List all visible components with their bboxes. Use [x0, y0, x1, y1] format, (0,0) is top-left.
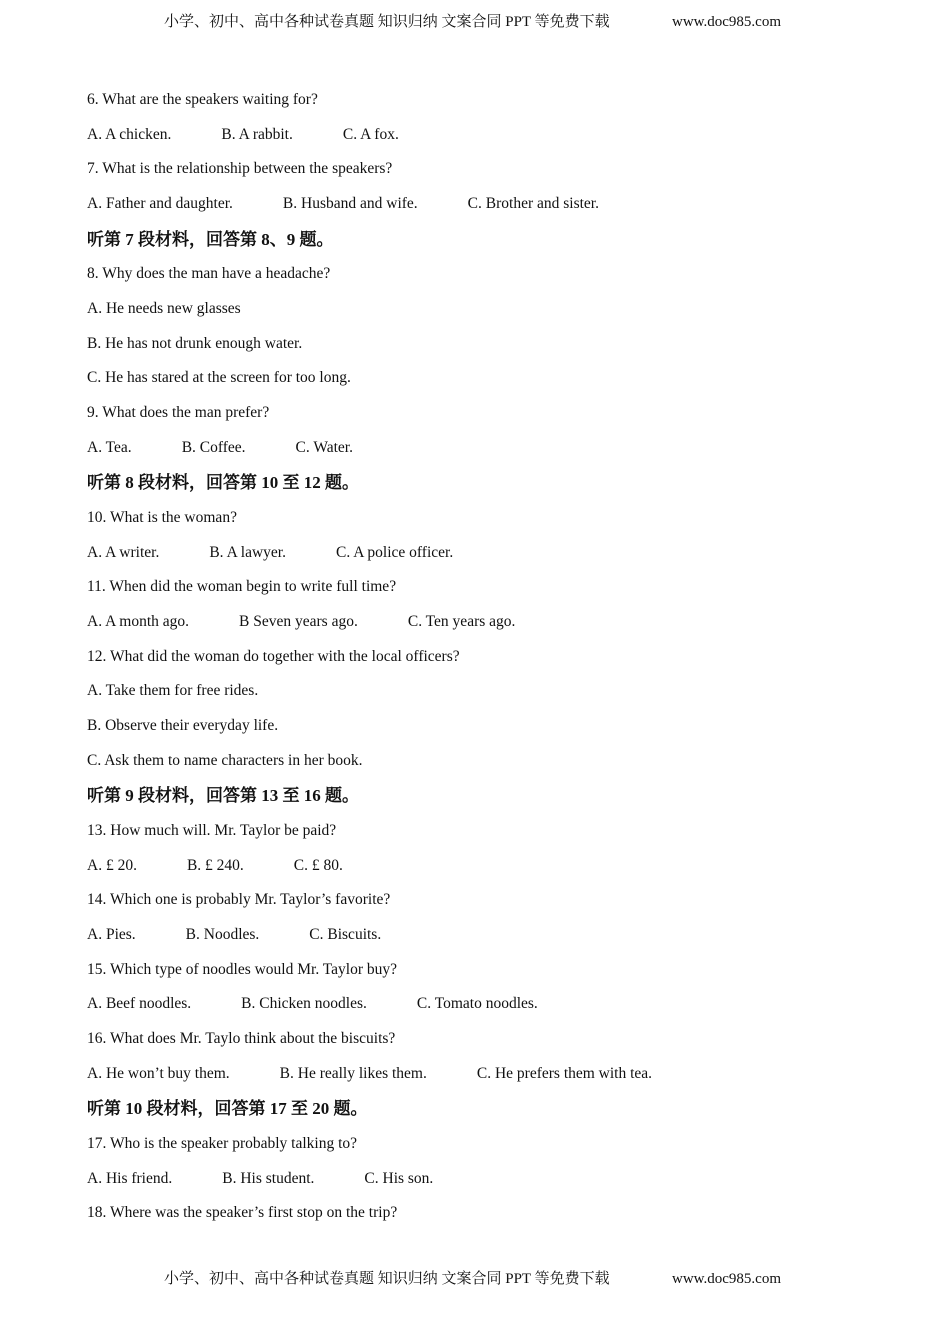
exam-content: [87, 87, 887, 1235]
option-a: A. A chicken.: [87, 125, 172, 143]
option-c: C. A fox.: [342, 125, 399, 143]
option-c: C. Water.: [295, 438, 353, 456]
option-c: C. He prefers them with tea.: [476, 1064, 653, 1082]
section-heading-10: 听第 10 段材料，回答第 17 至 20 题。: [87, 1099, 368, 1119]
option-c: C. Ask them to name characters in her book.: [87, 751, 363, 769]
option-b: B. His student.: [222, 1169, 315, 1187]
option-a: A. £ 20.: [87, 856, 137, 874]
option-a: A. His friend.: [87, 1169, 173, 1187]
question-11-options: [87, 609, 887, 644]
option-b: B. He really likes them.: [279, 1064, 427, 1082]
option-b: B. Observe their everyday life.: [87, 717, 279, 734]
option-c: C. His son.: [364, 1169, 434, 1187]
page-footer: [0, 1267, 950, 1291]
option-a: A. A writer.: [87, 543, 160, 561]
footer-banner-text: 小学、初中、高中各种试卷真题 知识归纳 文案合同 PPT 等免费下载: [164, 1271, 610, 1287]
question-12: 12. What did the woman do together with the local officers?: [87, 647, 460, 665]
option-b: B. Chicken noodles.: [241, 995, 367, 1013]
option-c: C. Biscuits.: [309, 925, 382, 943]
option-a: A. He needs new glasses: [87, 299, 241, 317]
question-18: 18. Where was the speaker’s first stop on the trip?: [87, 1204, 398, 1222]
question-6: 6. What are the speakers waiting for?: [87, 91, 318, 108]
question-10-options: [87, 540, 887, 575]
option-c: C. Ten years ago.: [407, 612, 516, 630]
question-9-options: [87, 435, 887, 470]
question-14: 14. Which one is probably Mr. Taylor’s favorite?: [87, 891, 391, 909]
header-banner-text: 小学、初中、高中各种试卷真题 知识归纳 文案合同 PPT 等免费下载: [164, 14, 610, 30]
option-a: A. Beef noodles.: [87, 995, 192, 1013]
option-b: B Seven years ago.: [239, 612, 358, 630]
option-b: B. A lawyer.: [209, 543, 286, 561]
footer-url: www.doc985.com: [672, 1271, 782, 1287]
page-header: [0, 10, 950, 34]
option-c: C. £ 80.: [293, 856, 343, 874]
section-heading-8: 听第 8 段材料，回答第 10 至 12 题。: [87, 473, 359, 493]
option-b: B. Noodles.: [185, 925, 260, 943]
option-a: A. He won’t buy them.: [87, 1064, 230, 1082]
question-6-options: [87, 122, 887, 157]
question-14-options: [87, 922, 887, 957]
question-17: 17. Who is the speaker probably talking to?: [87, 1134, 358, 1152]
question-13-options: [87, 853, 887, 888]
option-b: B. £ 240.: [186, 856, 244, 874]
question-16: 16. What does Mr. Taylo think about the biscuits?: [87, 1030, 396, 1047]
option-a: A. Tea.: [87, 438, 132, 456]
option-a: A. A month ago.: [87, 612, 190, 630]
option-c: C. A police officer.: [335, 543, 454, 561]
header-url: www.doc985.com: [672, 14, 782, 30]
question-9: 9. What does the man prefer?: [87, 404, 270, 421]
option-c: C. Tomato noodles.: [416, 995, 538, 1013]
question-17-options: [87, 1166, 887, 1201]
section-heading-7: 听第 7 段材料，回答第 8、9 题。: [87, 229, 334, 249]
option-a: A. Pies.: [87, 925, 136, 943]
question-15-options: [87, 991, 887, 1026]
question-16-options: [87, 1061, 887, 1096]
section-heading-9: 听第 9 段材料，回答第 13 至 16 题。: [87, 786, 359, 806]
option-c: C. Brother and sister.: [467, 195, 599, 213]
option-b: B. He has not drunk enough water.: [87, 334, 303, 352]
question-8: 8. Why does the man have a headache?: [87, 265, 331, 283]
question-13: 13. How much will. Mr. Taylor be paid?: [87, 821, 337, 839]
question-7-options: [87, 191, 887, 226]
option-a: A. Father and daughter.: [87, 195, 233, 213]
question-10: 10. What is the woman?: [87, 508, 237, 526]
option-b: B. Husband and wife.: [282, 195, 418, 213]
question-11: 11. When did the woman begin to write full time?: [87, 578, 397, 596]
option-a: A. Take them for free rides.: [87, 682, 259, 700]
option-b: B. Coffee.: [181, 438, 246, 456]
option-b: B. A rabbit.: [221, 125, 293, 143]
question-15: 15. Which type of noodles would Mr. Taylor buy?: [87, 960, 398, 978]
question-7: 7. What is the relationship between the speakers?: [87, 160, 393, 178]
option-c: C. He has stared at the screen for too long.: [87, 369, 351, 387]
